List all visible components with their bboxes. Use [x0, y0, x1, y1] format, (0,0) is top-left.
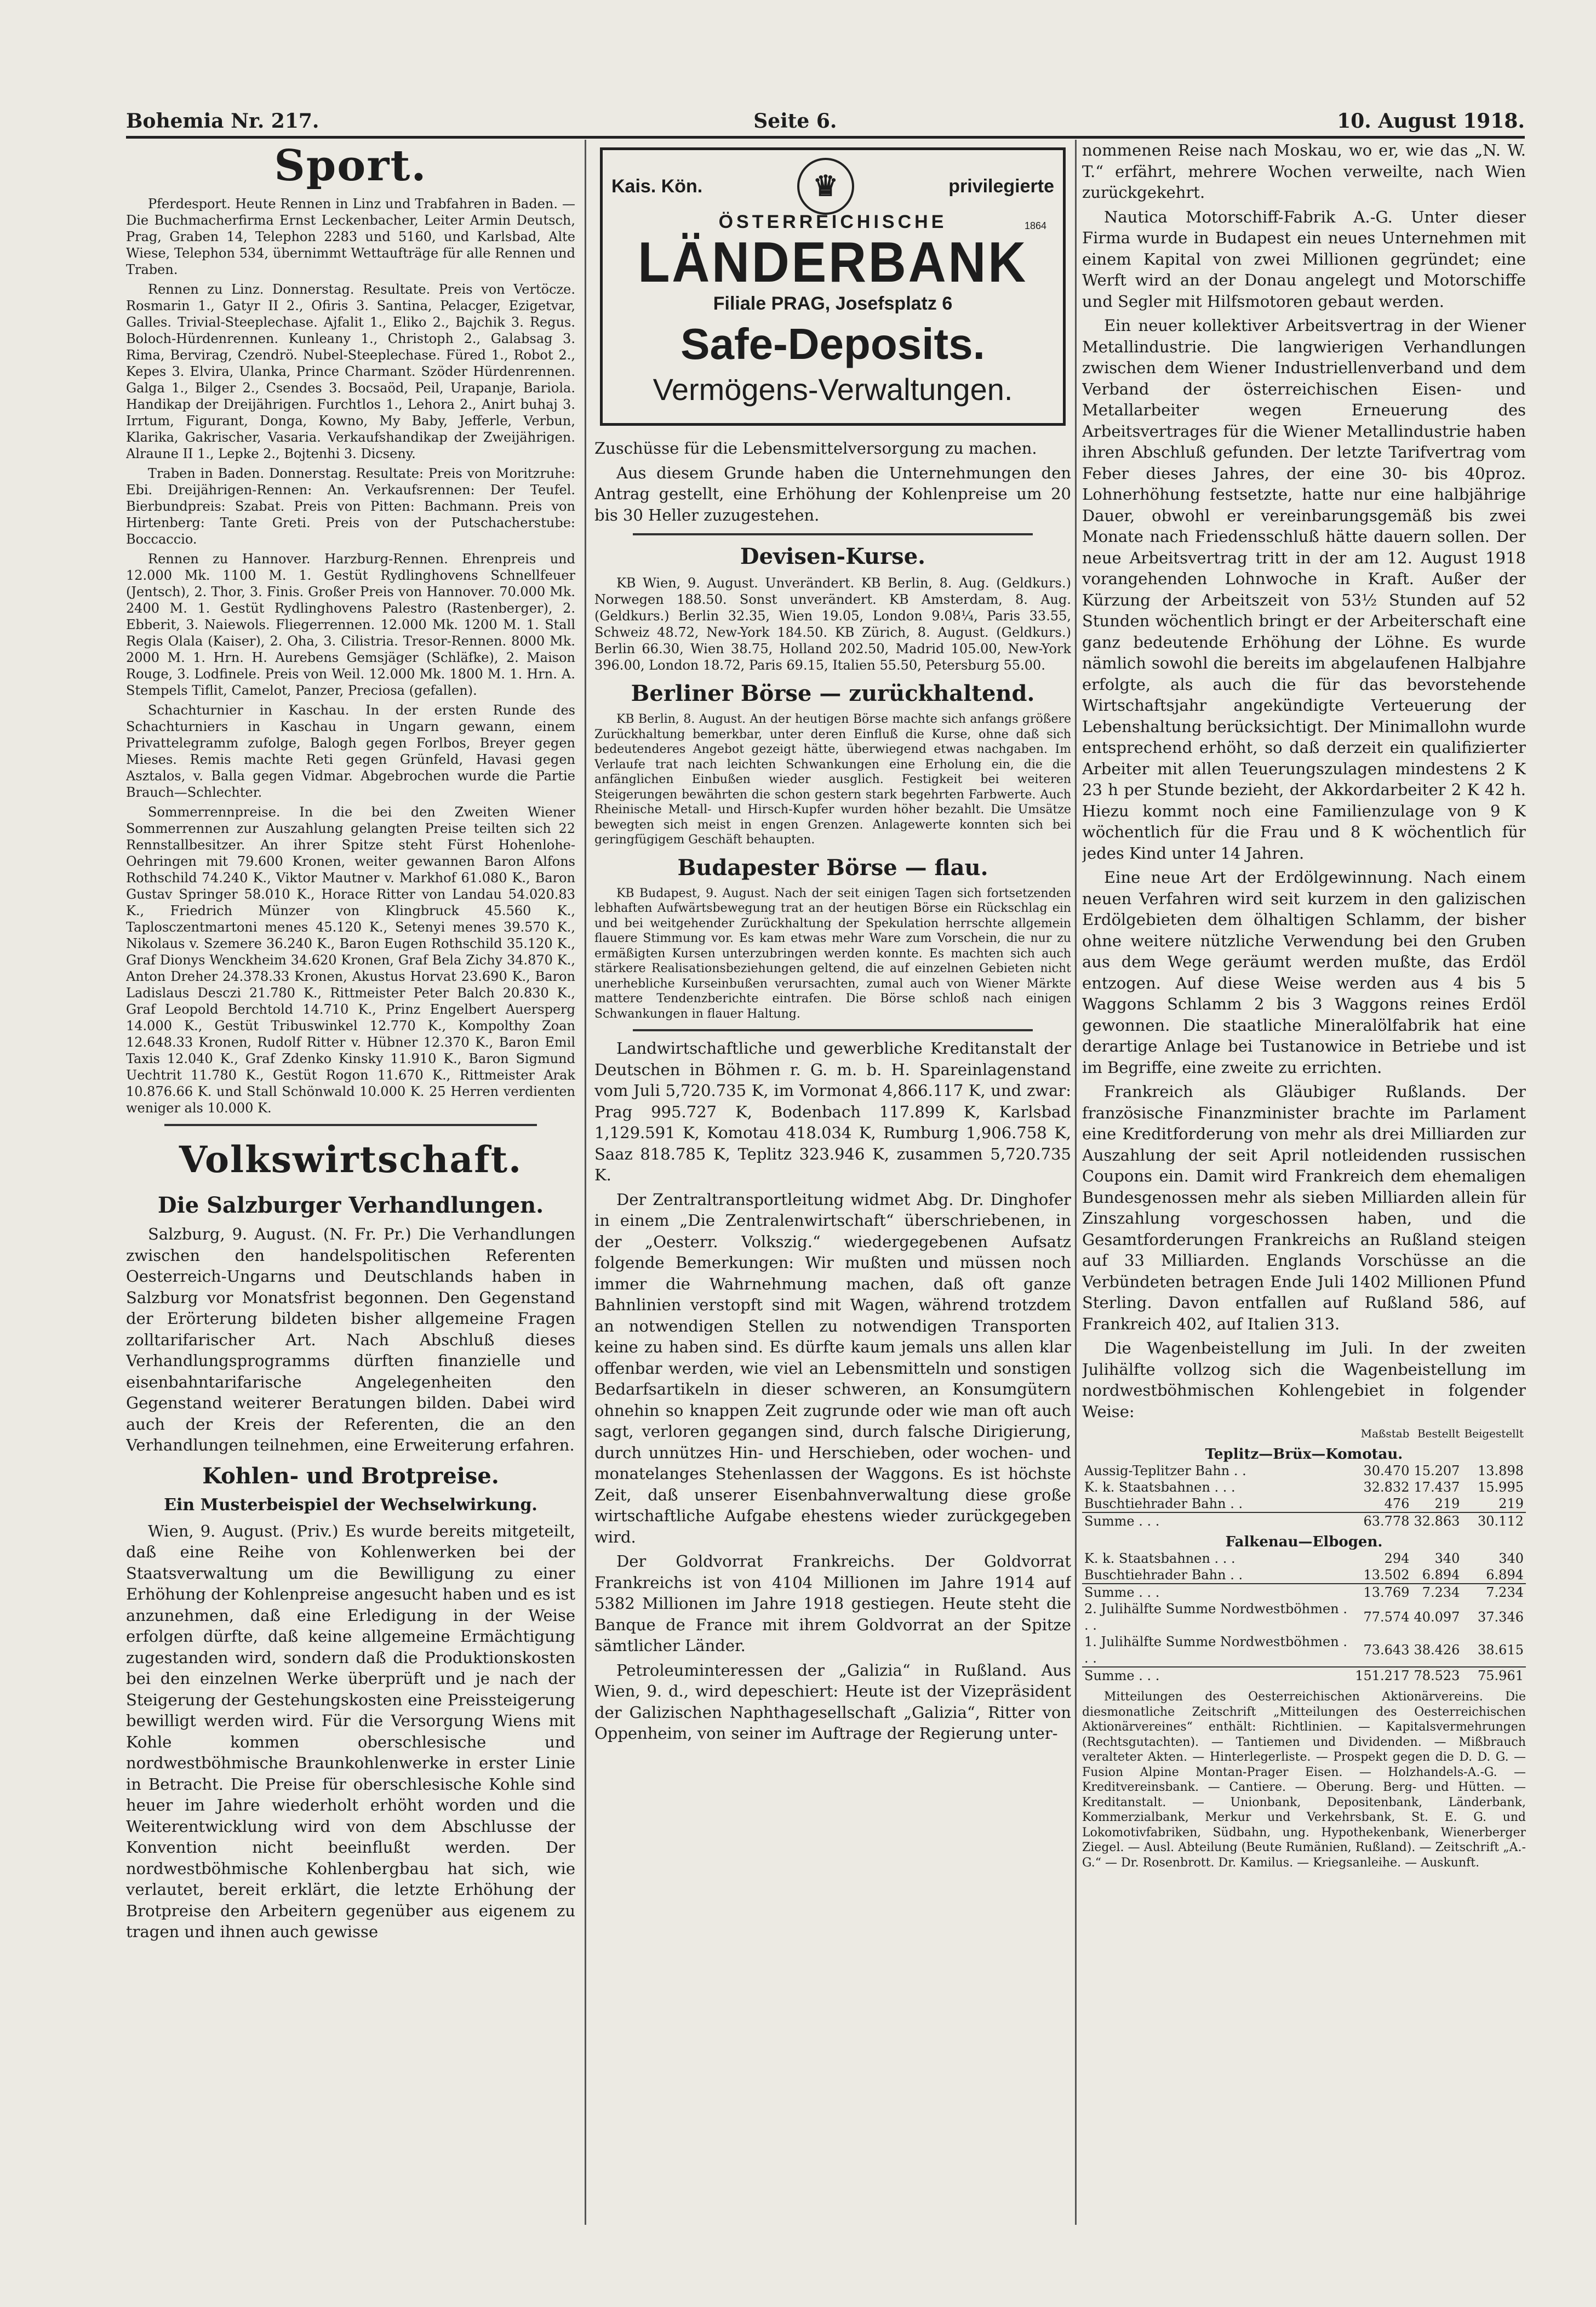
table-cell: 7.234 [1462, 1584, 1526, 1601]
article-paragraph: Rennen zu Hannover. Harzburg-Rennen. Ehrenpreis und 12.000 Mk. 1100 M. 1. Gestüt Rydlinghovens Schnellfeuer (Jentsch), 2. Thor, 3. Finis. Großer Preis von Hannover. 70.000 Mk. 2400 M. 1. Gestüt Rydlinghovens Palestro (Rastenberger), 2. Ebberit, 3. Naiewols. Fliegerrennen. 12.000 Mk. 1200 M. 1. Stall Regis Olala (Kaiser), 2. Oha, 3. Cilistria. Tresor-Rennen. 8000 Mk. 2000 M. 1. Hrn. H. Aurebens Gemsjäger (Schläfke), 2. Maison Rouge, 3. Lodfinele. Preis von Weil. 12.000 Mk. 1800 M. 1. Hrn. A. Stempels Tiflit, Camelot, Panzer, Preciosa (gefallen). [126, 551, 575, 698]
table-cell: 219 [1434, 1496, 1460, 1511]
issue-date: 10. August 1918. [1337, 110, 1525, 133]
article-headline: Budapester Börse — flau. [677, 854, 988, 881]
table-cell: 78.523 [1411, 1667, 1462, 1684]
article-paragraph: Ein neuer kollektiver Arbeitsvertrag in der Wiener Metallindustrie. Die langwierigen Verhandlungen zwischen dem Wiener Industriellenverband und dem Verband der österreichischen Eisen- und Metallarbeiter wegen Erneuerung des Arbeitsvertrages für die Wiener Metallindustrie haben ihren Abschluß gefunden. Der letzte Tarifvertrag vom Feber dieses Jahres, der eine 30- bis 40proz. Lohnerhöhung festsetzte, hatte nur eine halbjährige Dauer, obwohl er vereinbarungsgemäß bis zwei Monate nach Friedensschluß hätte dauern sollen. Der neue Arbeitsvertrag tritt in der am 12. August 1918 vorangehenden Lohnwoche in Kraft. Außer der Kürzung der Arbeitszeit von 53½ Stunden auf 52 Stunden wöchentlich bringt er der Arbeiterschaft eine ganz bedeutende Erhöhung der Löhne. Es wurde nämlich sowohl die bereits im abgelaufenen Halbjahre erfolgte, als auch die für das bevorstehende Wirtschaftsjahr angekündigte Verteuerung der Lebenshaltung berücksichtigt. Der Minimallohn wurde entsprechend erhöht, so daß derzeit ein qualifizierter Arbeiter mit allen Teuerungszulagen mindestens 2 K 23 h per Stunde bezieht, der Akkordarbeiter 2 K 42 h. Hiezu kommt noch eine Familienzulage von 9 K wöchentlich für die Frau und 8 K wöchentlich für jedes Kind unter 14 Jahren. [1082, 316, 1526, 863]
table-cell: 6.894 [1422, 1567, 1460, 1583]
table-cell: 6.894 [1486, 1567, 1524, 1583]
table-cell: 30.112 [1462, 1512, 1526, 1529]
table-header-row [1082, 1425, 1526, 1442]
table-cell: 7.234 [1411, 1584, 1462, 1601]
table-cell: 32.832 [1363, 1480, 1410, 1495]
article-paragraph: Die Wagenbeistellung im Juli. In der zweiten Julihälfte vollzog sich die Wagenbeistellung im nordwestböhmischen Kohlengebiet in folgender Weise: [1082, 1339, 1526, 1421]
table-cell: 38.615 [1478, 1642, 1524, 1658]
table-group-title: Teplitz—Brüx—Komotau. [1205, 1446, 1403, 1463]
table-row [1082, 1634, 1526, 1667]
ad-address: Filiale PRAG, Josefsplatz 6 [713, 293, 953, 314]
wagon-supply-table [1082, 1425, 1526, 1684]
article-paragraph: Pferdesport. Heute Rennen in Linz und Trabfahren in Baden. — Die Buchmacherfirma Ernst Leckenbacher, Leiter Armin Deutsch, Prag, Graben 14, Telephon 2283 und 5160, und Karlsbad, Alte Wiese, Telephon 534, übernimmt Wettaufträge für alle Rennen und Traben. [126, 196, 575, 277]
table-cell: 2. Julihälfte Summe Nordwestböhmen . . . [1084, 1601, 1347, 1633]
column-left [126, 140, 575, 2236]
article-paragraph: KB Berlin, 8. August. An der heutigen Börse machte sich anfangs größere Zurückhaltung bemerkbar, unter deren Einfluß die Kurse, ohne daß sich bedeutenderes Angebot gezeigt hätte, überwiegend etwas nachgaben. Im Verlaufe trat nach leichten Schwankungen eine Erholung ein, die die anfänglichen Einbußen wieder ausglich. Festigkeit bei weiteren Steigerungen bewährten die schon gestern stark begehrten Farbwerte. Auch Rheinische Metall- und Hirsch-Kupfer wurden höher bezahlt. Die Umsätze bewegten sich meist in engen Grenzen. Anlagewerte konnten sich bei geringfügigem Geschäft behaupten. [594, 712, 1071, 847]
section-title-economy: Volkswirtschaft. [179, 1138, 523, 1181]
table-cell: 340 [1498, 1551, 1524, 1566]
article-paragraph: Salzburg, 9. August. (N. Fr. Pr.) Die Verhandlungen zwischen den handelspolitischen Referenten Oesterreich-Ungarns und Deutschlands haben in Salzburg vor Monatsfrist begonnen. Den Gegenstand der Erörterung bildeten bisher allgemeine Fragen zolltarifarischer Art. Nach Abschluß dieses Verhandlungsprogramms dürften finanzielle und eisenbahntarifarische Angelegenheiten den Gegenstand weiterer Beratungen bilden. Dabei wird auch der Kreis der Referenten, die an den Verhandlungen teilnehmen, eine Erweiterung erfahren. [126, 1225, 575, 1454]
table-row [1082, 1601, 1526, 1634]
article-headline: Kohlen- und Brotpreise. [202, 1463, 499, 1489]
table-header-cell: Beigestellt [1464, 1427, 1524, 1440]
section-divider [633, 1029, 1033, 1031]
article-paragraph: Der Goldvorrat Frankreichs. Der Goldvorrat Frankreichs ist von 4104 Millionen im Jahre 1914 auf 5382 Millionen im Jahre 1918 gestiegen. Heute steht die Banque de France mit ihrem Goldvorrat an der Spitze sämtlicher Länder. [594, 1552, 1071, 1655]
table-cell: 15.207 [1414, 1463, 1460, 1478]
table-cell: 13.769 [1353, 1584, 1411, 1601]
table-cell: 151.217 [1353, 1667, 1411, 1684]
ad-line: privilegierte [948, 175, 1054, 197]
article-headline: Die Salzburger Verhandlungen. [157, 1192, 544, 1218]
table-cell: Summe . . . [1082, 1584, 1353, 1601]
table-cell: 30.470 [1363, 1463, 1410, 1478]
article-paragraph: Traben in Baden. Donnerstag. Resultate: Preis von Moritzruhe: Ebi. Dreijährigen-Rennen: An. Verkaufsrennen: Der Teufel. Bierbundpreis: Szabat. Preis von Pitten: Bachmann. Preis von Hirtenberg: Tante Greti. Preis von der Putschacherstube: Boccaccio. [126, 466, 575, 547]
ad-line: Kais. Kön. [611, 175, 703, 197]
running-header [126, 93, 1525, 139]
table-header-cell: Bestellt [1417, 1427, 1460, 1440]
table-cell: 32.863 [1411, 1512, 1462, 1529]
article-paragraph: KB Wien, 9. August. Unverändert. KB Berlin, 8. Aug. (Geldkurs.) Norwegen 188.50. Sonst unverändert. KB Amsterdam, 8. Aug. (Geldkurs.) Berlin 32.35, Wien 19.05, London 9.08¼, Paris 33.55, Schweiz 48.72, New-York 184.50. KB Zürich, 8. August. (Geldkurs.) Berlin 66.30, Wien 38.75, Holland 202.50, Madrid 105.00, New-York 396.00, London 18.72, Paris 69.15, Italien 55.50, Petersburg 55.00. [594, 575, 1071, 673]
article-paragraph: Sommerrennpreise. In die bei den Zweiten Wiener Sommerrennen zur Auszahlung gelangten Preise teilten sich 22 Rennstallbesitzer. An ihrer Spitze steht Fürst Hohenlohe-Oehringen mit 79.600 Kronen, weiter gewannen Baron Alfons Rothschild 74.240 K., Viktor Mautner v. Markhof 61.080 K., Baron Gustav Springer 58.010 K., Horace Ritter von Landau 54.020.83 K., Friedrich Münzer von Klingbruck 45.560 K., Taplosczentmartoni menes 45.120 K., Setenyi menes 39.570 K., Nikolaus v. Szemere 36.240 K., Baron Eugen Rothschild 35.120 K., Graf Dionys Wenckheim 34.620 Kronen, Graf Bela Zichy 34.870 K., Anton Dreher 24.378.33 Kronen, Akustus Horvat 23.690 K., Baron Ladislaus Desczi 21.780 K., Rittmeister Peter Balch 20.830 K., Graf Leopold Berchtold 14.710 K., Prinz Engelbert Auersperg 14.000 K., Gestüt Tribuswinkel 12.770 K., Kompolthy Zoan 12.648.33 Kronen, Rudolf Ritter v. Hübner 12.370 K., Baron Emil Taxis 12.040 K., Graf Zdenko Kinsky 11.910 K., Baron Sigmund Uechtrit 11.780 K., Gestüt Rogon 11.670 K., Rittmeister Arak 10.876.66 K. und Stall Schönwald 10.000 K. 25 Herren verdienten weniger als 10.000 K. [126, 804, 575, 1116]
table-sum-row [1082, 1667, 1526, 1684]
section-divider [633, 533, 1033, 535]
section-divider [164, 1124, 537, 1126]
article-paragraph: Frankreich als Gläubiger Rußlands. Der französische Finanzminister brachte im Parlament eine Kreditforderung von mehr als drei Milliarden zur Auszahlung der seit April notleidenden russischen Coupons ein. Damit wird Frankreich dem ehemaligen Bundesgenossen mehr als sieben Milliarden allein für Zinszahlung vorgeschossen haben, und die Gesamtforderungen Frankreichs an Rußland steigen auf 33 Milliarden. Englands Vorschüsse an die Verbündeten betragen Ende Juli 1402 Millionen Pfund Sterling. Davon entfallen auf Rußland 586, auf Frankreich 402, auf Italien 313. [1082, 1082, 1526, 1333]
table-cell: 63.778 [1353, 1512, 1411, 1529]
article-paragraph: Landwirtschaftliche und gewerbliche Kreditanstalt der Deutschen in Böhmen r. G. m. b. H. Spareinlagenstand vom Juli 5,720.735 K, im Vormonat 4,866.117 K, und zwar: Prag 995.727 K, Bodenbach 117.899 K, Karlsbad 1,129.591 K, Komotau 418.034 K, Rumburg 1,906.758 K, Saaz 818.785 K, Teplitz 323.946 K, zusammen 5,720.735 K. [594, 1039, 1071, 1184]
section-title-sport: Sport. [274, 141, 427, 191]
article-paragraph: Schachturnier in Kaschau. In der ersten Runde des Schachturniers in Kaschau in Ungarn gewann, einem Privattelegramm zufolge, Balogh gegen Forlbos, Breyer gegen Mieses. Remis machte Reti gegen Grünfeld, Havasi gegen Asztalos, v. Balla gegen Vidmar. Abgebrochen wurde die Partie Brauch—Schlechter. [126, 703, 575, 800]
table-cell: 13.898 [1478, 1463, 1524, 1478]
column-rule [1075, 140, 1077, 2225]
table-cell: 37.346 [1478, 1609, 1524, 1625]
table-cell: K. k. Staatsbahnen . . . [1084, 1551, 1235, 1566]
table-cell: Buschtiehrader Bahn . . [1084, 1567, 1243, 1583]
ad-founding-year: 1864 [1024, 220, 1046, 231]
article-headline: Berliner Börse — zurückhaltend. [631, 681, 1035, 706]
column-right [1082, 140, 1526, 2236]
issue-number: Bohemia Nr. 217. [126, 110, 319, 133]
article-paragraph: nommenen Reise nach Moskau, wo er, wie das „N. W. T.“ erfährt, mehrere Wochen verweilte, nach Wien zurückgekehrt. [1082, 141, 1526, 202]
table-cell: 75.961 [1462, 1667, 1526, 1684]
table-group-row [1082, 1529, 1526, 1550]
ad-line: ÖSTERREICHISCHE [718, 212, 947, 232]
table-row [1082, 1463, 1526, 1479]
table-sum-row [1082, 1584, 1526, 1601]
article-paragraph: Zuschüsse für die Lebensmittelversorgung zu machen. [594, 439, 1037, 458]
article-paragraph: Mitteilungen des Oesterreichischen Aktionärvereins. Die diesmonatliche Zeitschrift „Mitteilungen des Oesterreichischen Aktionärvereines“ enthält: Richtlinien. — Kapitalsvermehrungen (Rechtsgutachten). — Tantiemen und Dividenden. — Mißbrauch veralteter Akten. — Hinterlegerliste. — Prospekt gegen die D. D. G. — Fusion Alpine Montan-Prager Eisen. — Holzhandels-A.-G. — Kreditvereinsbank. — Cantiere. — Oberung. Berg- und Hütten. — Kreditanstalt. — Unionbank, Depositenbank, Länderbank, Kommerzialbank, Merkur und Verkehrsbank, St. E. G. und Lokomotivfabriken, Südbahn, ung. Hypothekenbank, Wienerberger Ziegel. — Ausl. Abteilung (Beute Rumänien, Rußland). — Zeitschrift „A.-G.“ — Dr. Rosenbrott. Dr. Kamilus. — Kriegsanleihe. — Auskunft. [1082, 1690, 1526, 1870]
article-subheadline: Ein Musterbeispiel der Wechselwirkung. [164, 1495, 537, 1515]
column-middle [594, 140, 1071, 2236]
ad-service: Vermögens-Verwaltungen. [653, 372, 1013, 407]
article-paragraph: Aus diesem Grunde haben die Unternehmungen den Antrag gestellt, eine Erhöhung der Kohlenpreise um 20 bis 30 Heller zuzugestehen. [594, 463, 1071, 524]
table-cell: 15.995 [1478, 1480, 1524, 1495]
table-header-cell [1082, 1425, 1353, 1442]
table-row [1082, 1495, 1526, 1512]
table-cell: Summe . . . [1082, 1667, 1353, 1684]
article-paragraph: Petroleuminteressen der „Galizia“ in Rußland. Aus Wien, 9. d., wird depeschiert: Heute ist der Vizepräsident der Galizischen Naphthagesellschaft „Galizia“, Ritter von Oppenheim, von seiner im Auftrage der Regierung unter- [594, 1660, 1071, 1743]
table-cell: 1. Julihälfte Summe Nordwestböhmen . . . [1084, 1634, 1347, 1666]
table-cell: 77.574 [1363, 1609, 1410, 1625]
table-group-title: Falkenau—Elbogen. [1225, 1534, 1383, 1550]
table-row [1082, 1567, 1526, 1584]
table-cell: 340 [1434, 1551, 1460, 1566]
column-rule [585, 140, 586, 2225]
table-cell: 40.097 [1414, 1609, 1460, 1625]
article-paragraph: Rennen zu Linz. Donnerstag. Resultate. Preis von Vertöcze. Rosmarin 1., Gatyr II 2., Ofiris 3. Santina, Pelacger, Ezigetvar, Galles. Trivial-Steeplechase. Ajfalit 1., Eliko 2., Bajchik 3. Regus. Boloch-Hürdenrennen. Kunleany 1., Christoph 2., Galabsag 3. Rima, Bervirag, Czendrö. Nubel-Steeplechase. Füred 1., Robot 2., Kepes 3. Elvira, Ulanka, Prince Charmant. Szöder Hürdenrennen. Galga 1., Bilger 2., Csendes 3. Bocsaöd, Peil, Urapanje, Bariola. Handikap der Dreijährigen. Furchtlos 1., Lehora 2., Anirt buhaj 3. Irrtum, Figurant, Donga, Kowno, My Baby, Jefferle, Verbun, Klarika, Gakrischer, Vasaria. Verkaufshandikap der Zweijährigen. Alraune II 1., Lepke 2., Bojtenhi 3. Dicseny. [126, 282, 575, 461]
table-cell: K. k. Staatsbahnen . . . [1084, 1480, 1235, 1495]
table-cell: Buschtiehrader Bahn . . [1084, 1496, 1243, 1511]
table-cell: 294 [1384, 1551, 1410, 1566]
table-group-row [1082, 1442, 1526, 1463]
article-paragraph: Eine neue Art der Erdölgewinnung. Nach einem neuen Verfahren wird seit kurzem in den galizischen Erdölgebieten dem ölhaltigen Schlamm, der bisher ohne weitere nützliche Verwendung bei den Gruben aus dem Wege geräumt werden mußte, das Erdöl entzogen. Auf diese Weise werden aus 4 bis 5 Waggons Schlamm 2 bis 3 Waggons reines Erdöl gewonnen. Die staatliche Mineralölfabrik hat eine derartige Anlage bei Tustanowice in Betriebe und ist im Begriffe, eine zweite zu errichten. [1082, 868, 1526, 1077]
table-cell: Summe . . . [1082, 1512, 1353, 1529]
table-cell: 476 [1384, 1496, 1410, 1511]
table-sum-row [1082, 1512, 1526, 1529]
table-row [1082, 1550, 1526, 1567]
eagle-emblem-icon: ♛ [797, 158, 854, 215]
ad-bank-name: LÄNDERBANK [638, 231, 1028, 294]
table-cell: 219 [1498, 1496, 1524, 1511]
article-paragraph: Der Zentraltransportleitung widmet Abg. Dr. Dinghofer in einem „Die Zentralenwirtschaft“ überschriebenen, in der „Oesterr. Volkszig.“ wiedergegebenen Aufsatz folgende Bemerkungen: Wir mußten und müssen noch immer die Wahrnehmung machen, daß oft ganze Bahnlinien verstopft sind mit Wagen, während trotzdem an notwendigen Stellen zu notwendigen Transporten keine zu haben sind. Es dürfte kaum jemals uns allen klar offenbar werden, wie viel an Lebensmitteln und sonstigen Bedarfsartikeln in dieser schweren, an Konsumgütern ohnehin so knappen Zeit zugrunde oder wie man oft auch sagt, verloren gegangen sind, durch falsche Dirigierung, durch unnützes Hin- und Herschieben, oder wochen- und monatelanges Stehenlassen der Waggons. Es ist höchste Zeit, daß unserer Eisenbahnverwaltung diese große wirtschaftliche Aufgabe ehestens wieder zurückgegeben wird. [594, 1190, 1071, 1546]
article-headline: Devisen-Kurse. [740, 544, 926, 569]
article-paragraph: Wien, 9. August. (Priv.) Es wurde bereits mitgeteilt, daß eine Reihe von Kohlenwerken bei der Staatsverwaltung um die Bewilligung zu einer Erhöhung der Kohlenpreise angesucht haben und es ist anzunehmen, daß eine Erledigung in der Weise erfolgen dürfte, daß keine allgemeine Ermächtigung zugestanden wird, sondern daß die Produktionskosten bei den einzelnen Werke überprüft und je nach der Steigerung der Gestehungskosten eine Preissteigerung bewilligt werden wird. Für die Versorgung Wiens mit Kohle kommen oberschlesische und nordwestböhmische Braunkohlenwerke in erster Linie in Betracht. Die Preise für oberschlesische Kohle sind heuer im Jahre wiederholt erhöht worden und die Weiterentwicklung wird von dem Abschlusse der Konvention nicht beeinflußt werden. Der nordwestböhmische Kohlenbergbau hat sich, wie verlautet, bereit erklärt, die letzte Erhöhung der Brotpreise den Arbeitern gegenüber aus eigenem zu tragen und ihnen auch gewisse [126, 1521, 575, 1941]
table-row [1082, 1479, 1526, 1495]
bank-advertisement [600, 147, 1066, 426]
table-cell: 17.437 [1414, 1480, 1460, 1495]
table-header-cell: Maßstab [1360, 1427, 1410, 1440]
table-cell: 38.426 [1414, 1642, 1460, 1658]
table-cell: 73.643 [1363, 1642, 1410, 1658]
ad-top-row [611, 158, 1054, 215]
table-cell: Aussig-Teplitzer Bahn . . [1084, 1463, 1246, 1478]
ad-slogan: Safe-Deposits. [680, 319, 985, 368]
article-paragraph: Nautica Motorschiff-Fabrik A.-G. Unter dieser Firma wurde in Budapest ein neues Unternehmen mit einem Kapital von zwei Millionen gegründet; eine Werft wird an der Donau angelegt und Motorschiffe und Segler mit Hilfsmotoren gebaut werden. [1082, 207, 1526, 311]
article-paragraph: KB Budapest, 9. August. Nach der seit einigen Tagen sich fortsetzenden lebhaften Aufwärtsbewegung trat an der heutigen Börse ein Rückschlag ein und bei weitgehender Zurückhaltung der Spekulation herrschte allgemein flauere Stimmung vor. Es kam etwas mehr Ware zum Vorschein, die nur zu ermäßigten Kursen unterzubringen werden konnte. Es machten sich auch stärkere Realisationsbeziehungen geltend, die auf einzelnen Gebieten nicht unerhebliche Kurseinbußen verursachten, zumal auch von Wiener Märkte mattere Tendenzberichte eintrafen. Die Börse schloß nach einigen Schwankungen in flauer Haltung. [594, 886, 1071, 1021]
page-number: Seite 6. [753, 110, 837, 133]
table-cell: 13.502 [1363, 1567, 1410, 1583]
